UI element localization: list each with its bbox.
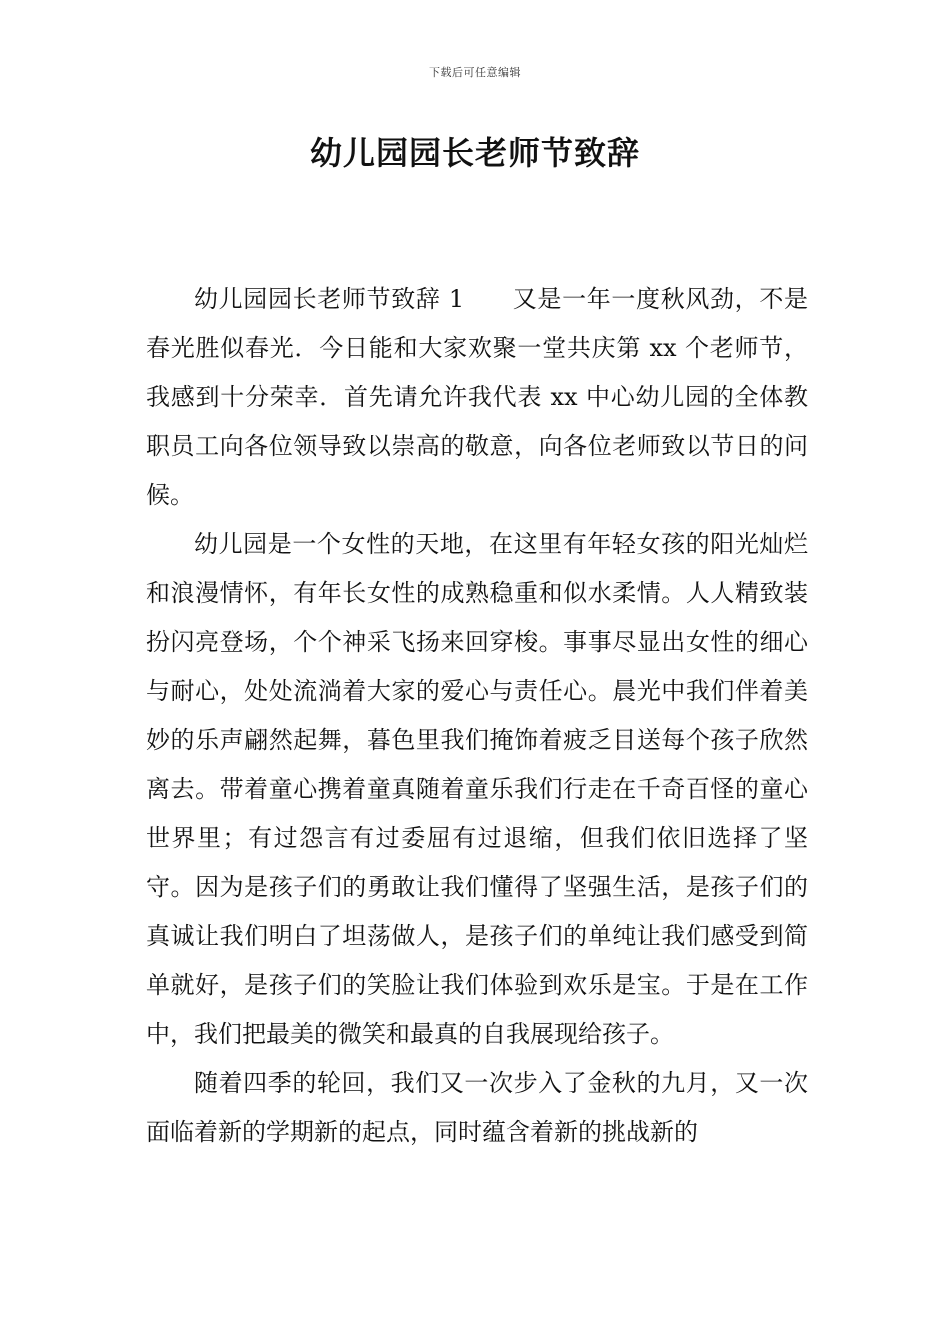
paragraph-1: [146, 275, 808, 520]
paragraph-1-lead: 幼儿园园长老师节致辞 1: [194, 285, 465, 313]
download-note: 下载后可任意编辑: [429, 66, 521, 79]
document-title: 幼儿园园长老师节致辞: [309, 134, 640, 172]
paragraph-1-text: 又是一年一度秋风劲，不是春光胜似春光．今日能和大家欢聚一堂共庆第 xx 个老师节，我感到十分荣幸．首先请允许我代表 xx 中心幼儿园的全体教职员工向各位领导致以崇高的敬意，向各位老师致以节日的问候。: [146, 285, 808, 509]
paragraph-3: 随着四季的轮回，我们又一次步入了金秋的九月，又一次面临着新的学期新的起点，同时蕴含着新的挑战新的: [146, 1069, 808, 1146]
document-body: [146, 275, 808, 1157]
paragraph-2: 幼儿园是一个女性的天地，在这里有年轻女孩的阳光灿烂和浪漫情怀，有年长女性的成熟稳重和似水柔情。人人精致装扮闪亮登场，个个神采飞扬来回穿梭。事事尽显出女性的细心与耐心，处处流淌着大家的爱心与责任心。晨光中我们伴着美妙的乐声翩然起舞，暮色里我们掩饰着疲乏目送每个孩子欣然离去。带着童心携着童真随着童乐我们行走在千奇百怪的童心世界里；有过怨言有过委屈有过退缩，但我们依旧选择了坚守。因为是孩子们的勇敢让我们懂得了坚强生活，是孩子们的真诚让我们明白了坦荡做人，是孩子们的单纯让我们感受到简单就好，是孩子们的笑脸让我们体验到欢乐是宝。于是在工作中，我们把最美的微笑和最真的自我展现给孩子。: [146, 530, 808, 1048]
